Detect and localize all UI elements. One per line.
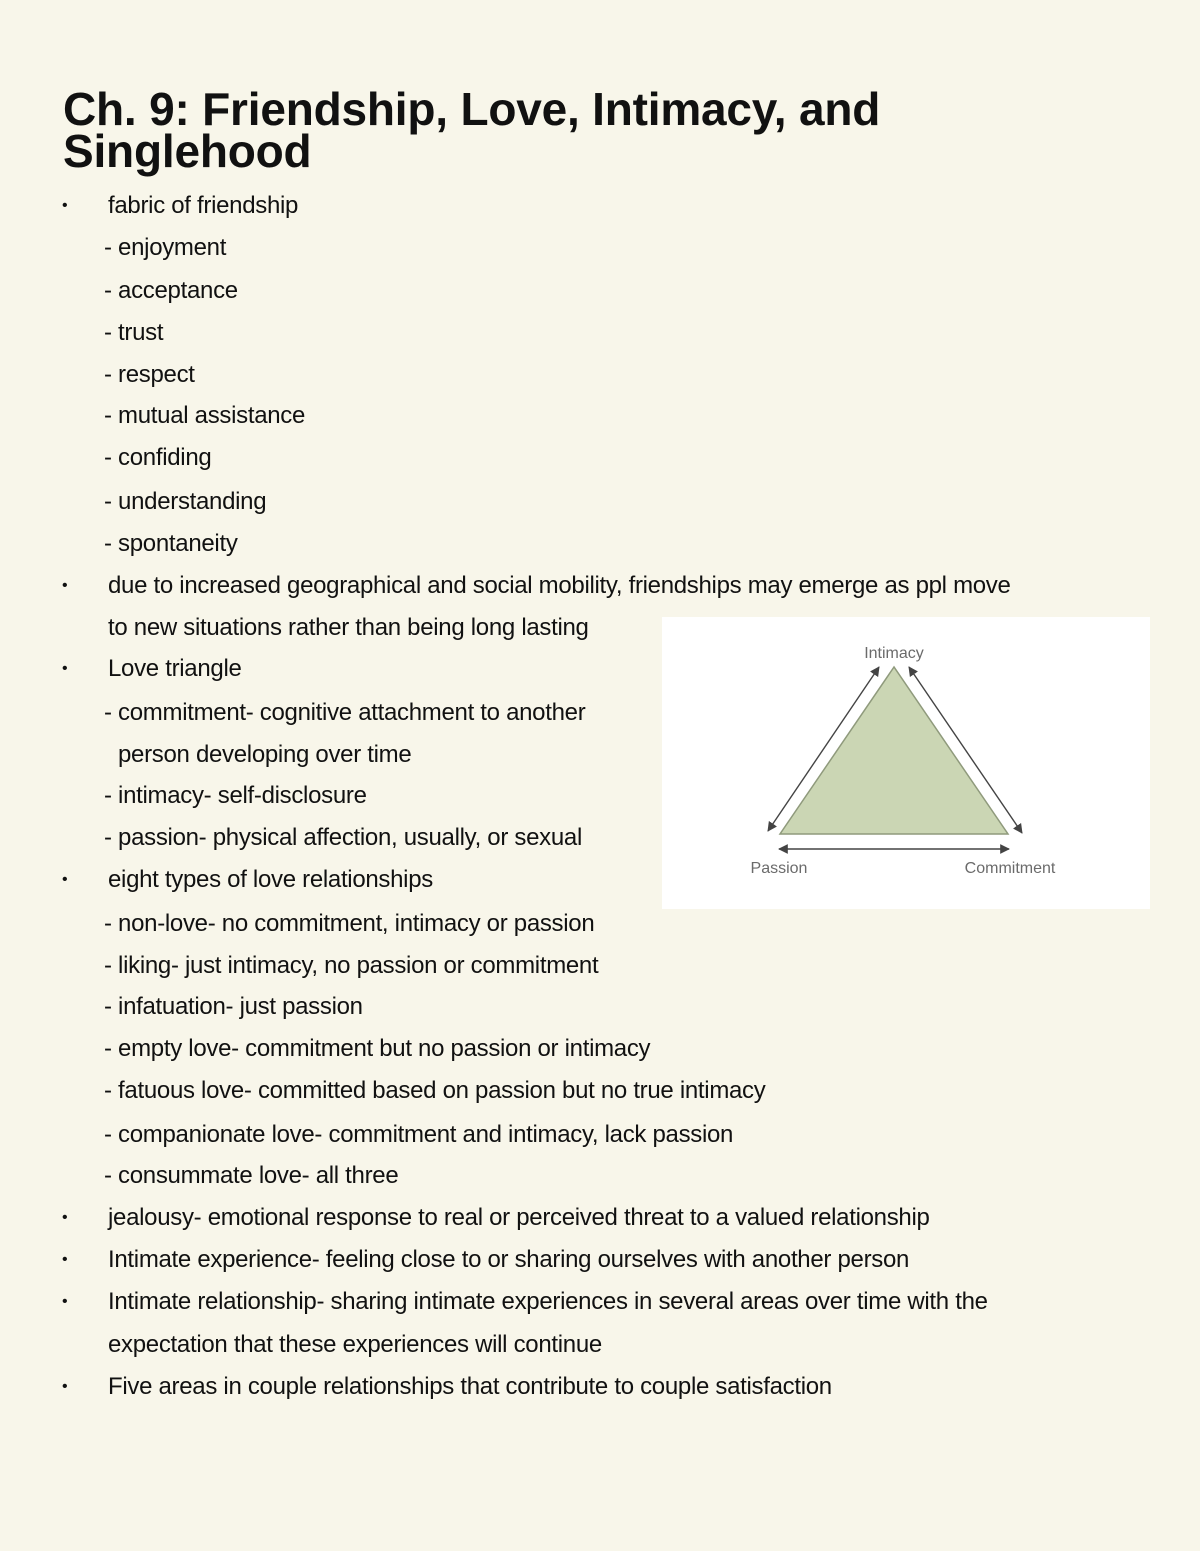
- bullet-fabric-of-friendship: fabric of friendship: [108, 192, 299, 219]
- list-item: - respect: [104, 361, 195, 388]
- bullet-jealousy: jealousy- emotional response to real or perceived threat to a valued relationship: [108, 1204, 930, 1231]
- bullet-five-areas: Five areas in couple relationships that contribute to couple satisfaction: [108, 1373, 832, 1400]
- love-triangle-figure: [662, 617, 1150, 909]
- bullet-mobility-line-1: due to increased geographical and social mobility, friendships may emerge as ppl move: [108, 572, 1011, 599]
- bullet-eight-types: eight types of love relationships: [108, 866, 433, 893]
- list-item: - intimacy- self-disclosure: [104, 782, 367, 809]
- list-item: - enjoyment: [104, 234, 227, 261]
- list-item: - confiding: [104, 444, 212, 471]
- love-triangle-diagram: [662, 617, 1150, 909]
- bullet-marker: •: [62, 1251, 68, 1268]
- label-passion: Passion: [750, 860, 808, 877]
- bullet-intimate-relationship-line-1: Intimate relationship- sharing intimate experiences in several areas over time with the: [108, 1288, 988, 1315]
- list-item: - infatuation- just passion: [104, 993, 363, 1020]
- list-item: - spontaneity: [104, 530, 238, 557]
- list-item: - commitment- cognitive attachment to another: [104, 699, 586, 726]
- list-item: - liking- just intimacy, no passion or commitment: [104, 952, 599, 979]
- list-item: - companionate love- commitment and intimacy, lack passion: [104, 1121, 734, 1148]
- bullet-mobility-line-2: to new situations rather than being long lasting: [108, 614, 589, 641]
- list-item: - non-love- no commitment, intimacy or passion: [104, 910, 595, 937]
- list-item: - empty love- commitment but no passion or intimacy: [104, 1035, 651, 1062]
- label-commitment: Commitment: [964, 860, 1056, 877]
- list-item: - passion- physical affection, usually, or sexual: [104, 824, 582, 851]
- bullet-marker: •: [62, 197, 68, 214]
- bullet-marker: •: [62, 1293, 68, 1310]
- list-item: - trust: [104, 319, 164, 346]
- bullet-love-triangle: Love triangle: [108, 655, 242, 682]
- bullet-marker: •: [62, 577, 68, 594]
- label-intimacy: Intimacy: [864, 645, 924, 662]
- bullet-intimate-relationship-line-2: expectation that these experiences will continue: [108, 1331, 602, 1358]
- bullet-marker: •: [62, 871, 68, 888]
- triangle-shape: [780, 667, 1008, 834]
- bullet-marker: •: [62, 1378, 68, 1395]
- page-title: Ch. 9: Friendship, Love, Intimacy, and Singlehood: [63, 83, 881, 177]
- list-item: - consummate love- all three: [104, 1162, 399, 1189]
- bullet-marker: •: [62, 1209, 68, 1226]
- list-item: - fatuous love- committed based on passion but no true intimacy: [104, 1077, 766, 1104]
- bullet-intimate-experience: Intimate experience- feeling close to or sharing ourselves with another person: [108, 1246, 910, 1273]
- list-item: - mutual assistance: [104, 402, 306, 429]
- list-item: - understanding: [104, 488, 267, 515]
- bullet-marker: •: [62, 660, 68, 677]
- list-item-continuation: person developing over time: [118, 741, 412, 768]
- list-item: - acceptance: [104, 277, 238, 304]
